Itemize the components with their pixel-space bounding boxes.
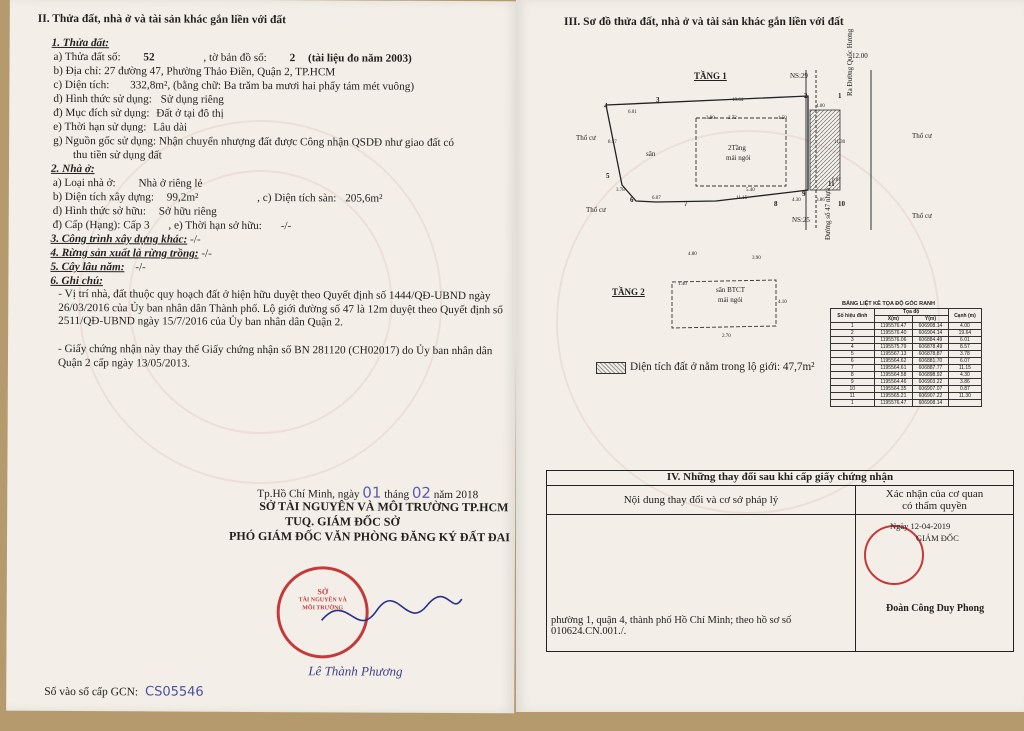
coord-cell: 1195576.06 (874, 337, 913, 344)
yard-label: sân (646, 150, 656, 158)
changes-table (546, 470, 1014, 652)
register-number: Số vào sổ cấp GCN: CS05546 (44, 684, 204, 700)
section-iii-title: III. Sơ đồ thửa đất, nhà ở và tài sản khác gắn liền với đất (564, 16, 844, 28)
house-heading: 2. Nhà ở: (50, 162, 95, 176)
changes-title: IV. Những thay đổi sau khi cấp giấy chứng nhận (547, 471, 1014, 486)
dimension-label: 6.01 (628, 110, 637, 115)
coord-cell: 1 (831, 323, 875, 330)
coord-cell: 9 (831, 379, 875, 386)
coord-cell: 11.15 (948, 365, 981, 372)
dimension-label: 5.40 (746, 188, 755, 193)
tho-cu-right: Thổ cư (912, 132, 932, 140)
coord-row (831, 351, 982, 358)
coord-row (831, 386, 982, 393)
coord-header: Cạnh (m) (948, 309, 981, 323)
coord-cell: 606884.49 (913, 337, 949, 344)
corner-point: 8 (774, 200, 778, 208)
corner-point: 10 (838, 200, 845, 208)
coord-cell: 3.78 (948, 351, 981, 358)
parcel-term-row: e) Thời hạn sử dụng: Lâu dài (53, 120, 188, 134)
coord-cell: 6.07 (948, 358, 981, 365)
coord-cell: 1195567.13 (874, 351, 913, 358)
coord-cell: 3 (831, 337, 875, 344)
coord-header: Số hiệu đỉnh (831, 309, 875, 323)
dimension-label: 4.30 (792, 198, 801, 203)
coord-header: X(m) (874, 316, 913, 323)
signer-name: Lê Thành Phương (308, 663, 403, 679)
dimension-label: 3.90 (706, 116, 715, 121)
notes-paragraph-2: - Giấy chứng nhận này thay thế Giấy chứng nhận số BN 281120 (CH02017) do Ủy ban nhân dân Quận 2 cấp ngày 13/05/2013. (57, 342, 493, 370)
coord-row (831, 358, 982, 365)
coord-cell: 606881.70 (913, 358, 949, 365)
perennial-trees: 5. Cây lâu năm: -/- (50, 260, 146, 274)
corner-point: 7 (684, 200, 688, 208)
change-entry: phường 1, quận 4, thành phố Hồ Chí Minh; theo hồ sơ số 010624.CN.001./. (547, 515, 856, 652)
coord-cell: 1195564.58 (874, 372, 913, 379)
coord-cell: 1195564.62 (874, 358, 913, 365)
floor-2-label: TẦNG 2 (612, 287, 645, 297)
coord-cell: 1195564.35 (874, 386, 913, 393)
dimension-label: 2.70 (722, 334, 731, 339)
dimension-label: 11.30 (834, 140, 846, 145)
parcel-origin-line2: thu tiền sử dụng đất (73, 149, 162, 162)
two-floor-label: 2Tầng (728, 144, 746, 152)
dimension-label: 3.86 (816, 198, 825, 203)
coord-cell: 606907.22 (913, 393, 949, 400)
coord-cell: 8.57 (948, 344, 981, 351)
coord-cell: 606878.49 (913, 344, 949, 351)
coord-cell: 4.00 (948, 323, 981, 330)
tho-cu-right-bottom: Thổ cư (912, 212, 932, 220)
coord-cell: 8 (831, 372, 875, 379)
left-page (6, 0, 518, 713)
coord-cell: 606903.22 (913, 379, 949, 386)
ns29-label: NS:29 (790, 72, 808, 80)
road-label: Ra Đường Quốc Hương (846, 28, 854, 96)
coord-cell: 1195565.21 (874, 393, 913, 400)
coord-cell: 4.30 (948, 372, 981, 379)
issue-date-line: Tp.Hồ Chí Minh, ngày 01 tháng 02 năm 2018 (257, 483, 479, 502)
coord-row (831, 400, 982, 407)
coord-row (831, 323, 982, 330)
parcel-heading: 1. Thửa đất: (51, 36, 110, 50)
coord-header: Y(m) (913, 316, 949, 323)
legend-text: Diện tích đất ở nằm trong lộ giới: 47,7m² (630, 361, 815, 373)
coord-cell: 606887.77 (913, 365, 949, 372)
section-ii-title: II. Thửa đất, nhà ở và tài sản khác gắn liền với đất (37, 12, 287, 27)
dimension-label: 3.90 (752, 256, 761, 261)
coord-cell: 606908.14 (913, 323, 949, 330)
parcel-number-row: a) Thửa đất số: 52 , tờ bản đồ số: 2 (tài liệu đo năm 2003) (53, 50, 412, 65)
concrete-floor-label: sân BTCT (716, 286, 745, 294)
coord-cell: 606908.14 (913, 400, 949, 407)
coord-cell: 1195576.47 (874, 400, 913, 407)
notes-paragraph-1: - Vị trí nhà, đất thuộc quy hoạch đất ở hiện hữu duyệt theo Quyết định số 1444/QĐ-UBND ngày 26/03/2016 của Ủy ban nhân dân Thành phố. Lộ giới đường số 47 là 12m duyệt theo Quyết định số 2511/QĐ-UBND ngày 15/7/2016 của Ủy ban nhân dân Quận 2. (58, 287, 503, 329)
corner-point: 9 (802, 190, 806, 198)
coord-cell: 6.01 (948, 337, 981, 344)
coord-row (831, 365, 982, 372)
red-seal-right (864, 525, 924, 585)
corner-point: 2 (804, 92, 808, 100)
dimension-label: 6.07 (652, 196, 661, 201)
coord-row (831, 344, 982, 351)
dimension-label: 4.10 (778, 300, 787, 305)
dimension-label: 8.57 (608, 140, 617, 145)
coord-row (831, 379, 982, 386)
dimension-label: 3.78 (616, 188, 625, 193)
coord-cell: 1195564.46 (874, 379, 913, 386)
coordinate-table (830, 308, 982, 407)
signer-title: PHÓ GIÁM ĐỐC VĂN PHÒNG ĐĂNG KÝ ĐẤT ĐAI (229, 528, 510, 545)
coord-cell: 3.86 (948, 379, 981, 386)
dimension-label: 19.64 (732, 98, 744, 103)
coord-cell: 10 (831, 386, 875, 393)
house-ownership-row: d) Hình thức sở hữu: Sở hữu riêng (52, 204, 217, 218)
ns25-label: NS:25 (792, 216, 810, 224)
coord-cell: 0.87 (948, 386, 981, 393)
coord-cell: 1195576.47 (874, 323, 913, 330)
legend-hatch-swatch (596, 362, 626, 374)
signature-scribble (316, 580, 466, 651)
corner-point: 3 (656, 96, 660, 104)
parcel-area-row: c) Diện tích: 332,8m², (bằng chữ: Ba trăm ba mươi hai phẩy tám mét vuông) (53, 78, 415, 93)
coord-cell (948, 400, 981, 407)
signer-authorization: TUQ. GIÁM ĐỐC SỞ (285, 514, 400, 529)
dimension-label: 0.87 (832, 178, 841, 183)
road-width: 12.00 (852, 52, 868, 60)
forest: 4. Rừng sản xuất là rừng trồng: -/- (50, 246, 212, 260)
house-grade-row: đ) Cấp (Hạng): Cấp 3 , e) Thời hạn sở hữu: -/- (52, 218, 292, 233)
coord-cell: 1195575.79 (874, 344, 913, 351)
dimension-label: 4.80 (688, 252, 697, 257)
coord-row (831, 372, 982, 379)
corner-point: 1 (838, 92, 842, 100)
corner-point: 4 (604, 102, 608, 110)
changes-col-confirm: Xác nhận của cơ quan có thẩm quyền (856, 486, 1014, 515)
floor-1-label: TẦNG 1 (694, 71, 727, 81)
tile-roof-label: mái ngói (726, 154, 751, 162)
coord-cell: 1195564.61 (874, 365, 913, 372)
coord-cell: 4 (831, 344, 875, 351)
coord-row (831, 337, 982, 344)
parcel-address: b) Địa chỉ: 27 đường 47, Phường Thảo Điền, Quận 2, TP.HCM (53, 64, 336, 79)
road-47-label: Đường số 47 nhựa (824, 188, 832, 240)
house-type-row: a) Loại nhà ở: Nhà ở riêng lẻ (52, 176, 203, 190)
coord-cell: 606904.14 (913, 330, 949, 337)
change-confirmation: Ngày 12-04-2019 GIÁM ĐỐC Đoàn Công Duy Phong (856, 515, 1014, 652)
coord-cell: 11.30 (948, 393, 981, 400)
coord-cell: 1195576.40 (874, 330, 913, 337)
corner-point: 6 (630, 196, 634, 204)
house-area-row: b) Diện tích xây dựng: 99,2m² , c) Diện tích sàn: 205,6m² (52, 190, 383, 205)
notes-heading: 6. Ghi chú: (50, 274, 103, 288)
other-construction: 3. Công trình xây dựng khác: -/- (50, 232, 201, 246)
changes-col-content: Nội dung thay đổi và cơ sở pháp lý (547, 486, 856, 515)
coord-cell: 5 (831, 351, 875, 358)
coord-row (831, 330, 982, 337)
signer-agency: SỞ TÀI NGUYÊN VÀ MÔI TRƯỜNG TP.HCM (259, 498, 509, 515)
floor2-roof-label: mái ngói (718, 296, 743, 304)
parcel-use-form-row: d) Hình thức sử dụng: Sử dụng riêng (53, 92, 224, 106)
corner-point: 5 (606, 172, 610, 180)
coord-cell: 1 (831, 400, 875, 407)
coord-cell: 606878.87 (913, 351, 949, 358)
coord-cell: 19.64 (948, 330, 981, 337)
coord-row (831, 393, 982, 400)
tho-cu-bottom: Thổ cư (586, 206, 606, 214)
right-page (516, 0, 1024, 712)
red-official-seal: SỞ TÀI NGUYÊN VÀ MÔI TRƯỜNG (276, 566, 368, 658)
dimension-label: 1.50 (778, 116, 787, 121)
dimension-label: 4.00 (816, 104, 825, 109)
dimension-label: 1.40 (678, 282, 687, 287)
corner-point: 11 (828, 180, 835, 188)
coord-cell: 11 (831, 393, 875, 400)
coord-cell: 606898.92 (913, 372, 949, 379)
parcel-origin-line1: g) Nguồn gốc sử dụng: Nhận chuyển nhượng đất được Công nhận QSDĐ như giao đất có (53, 134, 455, 150)
tho-cu-left: Thổ cư (576, 134, 596, 142)
dimension-label: 11.15 (736, 196, 748, 201)
coord-cell: 7 (831, 365, 875, 372)
coord-cell: 6 (831, 358, 875, 365)
dimension-label: 2.72 (728, 116, 737, 121)
coord-cell: 2 (831, 330, 875, 337)
coord-table-title: BẢNG LIỆT KÊ TỌA ĐỘ GÓC RANH (842, 301, 935, 307)
coord-cell: 606907.07 (913, 386, 949, 393)
coord-header: Tọa độ (874, 309, 948, 316)
parcel-purpose-row: đ) Mục đích sử dụng: Đất ở tại đô thị (53, 106, 224, 120)
